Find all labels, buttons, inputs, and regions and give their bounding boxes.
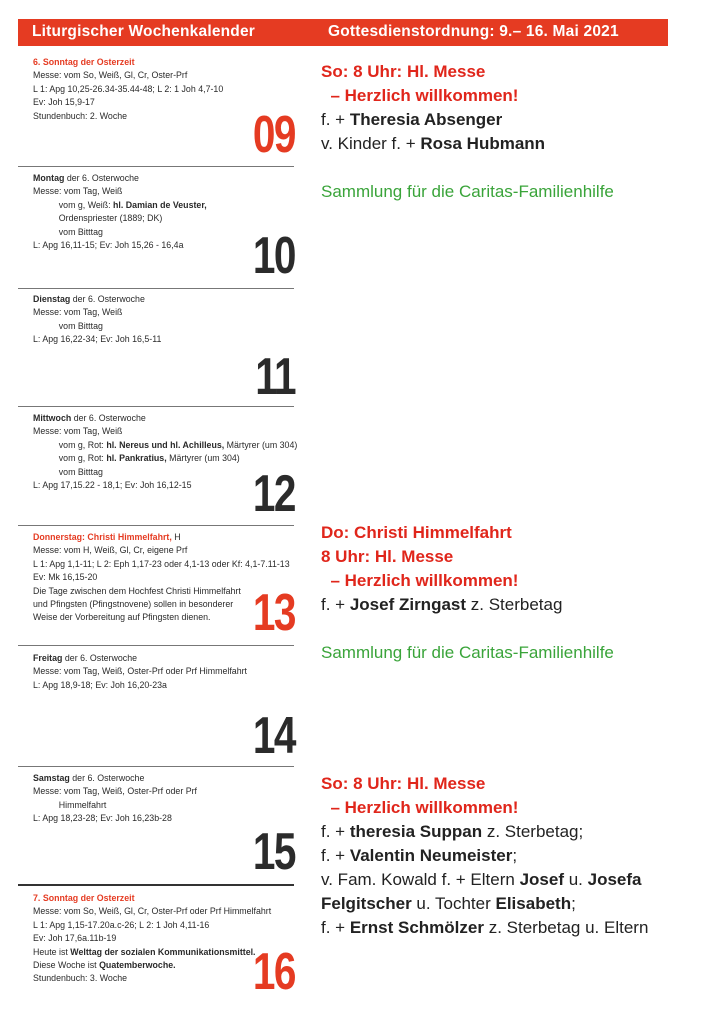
day-line: vom Bitttag: [58, 226, 103, 238]
collection-note: Sammlung für die Caritas-Familienhilfe: [321, 643, 614, 662]
day-line: Messe: vom So, Weiß, Gl, Cr, Oster-Prf oder Prf Himmelfahrt: [33, 906, 272, 918]
day-title: Freitag der 6. Osterwoche: [33, 653, 138, 664]
header-date-range: Gottesdienstordnung: 9.– 16. Mai 2021: [328, 23, 619, 40]
day-line: Messe: vom Tag, Weiß, Oster-Prf oder Prf Himmelfahrt: [33, 666, 248, 678]
day-number: 09: [253, 106, 295, 164]
header-title: Liturgischer Wochenkalender: [32, 23, 256, 40]
day-line: Messe: vom H, Weiß, Gl, Cr, eigene Prf: [33, 545, 188, 557]
collection-note: Sammlung für die Caritas-Familienhilfe: [321, 182, 614, 201]
day-number: 13: [253, 584, 295, 642]
day-line: L 1: Apg 10,25-26.34-35.44-48; L 2: 1 Joh 4,7-10: [33, 83, 224, 95]
day-number: 16: [253, 943, 295, 1001]
day-title: 7. Sonntag der Osterzeit: [33, 893, 135, 904]
day-line: und Pfingsten (Pfingstnovene) sollen in besonderer: [33, 599, 234, 611]
day-line: L 1: Apg 1,1-11; L 2: Eph 1,17-23 oder 4,1-13 oder Kf: 4,1-7.11-13: [33, 558, 290, 570]
divider: [18, 884, 294, 886]
day-line: vom Bitttag: [58, 320, 103, 332]
service-time: 8 Uhr: Hl. Messe: [321, 547, 454, 566]
header-bar: [18, 19, 668, 46]
day-line: Ev: Mk 16,15-20: [33, 572, 98, 584]
divider: [18, 766, 294, 767]
day-title: Montag der 6. Osterwoche: [33, 173, 139, 184]
day-line: L 1: Apg 1,15-17.20a.c-26; L 2: 1 Joh 4,11-16: [33, 919, 210, 931]
day-line: Stundenbuch: 2. Woche: [33, 110, 128, 122]
service-intention: f. + Valentin Neumeister;: [321, 846, 518, 865]
day-block-09: [33, 56, 295, 164]
day-line: Ordenspriester (1889; DK): [58, 213, 163, 225]
day-number: 10: [253, 227, 295, 285]
day-line: L: Apg 16,11-15; Ev: Joh 15,26 - 16,4a: [33, 240, 184, 252]
service-intention: Felgitscher u. Tochter Elisabeth;: [321, 894, 576, 913]
day-block-11: [33, 293, 295, 406]
day-title: 6. Sonntag der Osterzeit: [33, 57, 135, 68]
divider: [18, 645, 294, 646]
day-title: Mittwoch der 6. Osterwoche: [33, 413, 146, 424]
service-sunday-9: [321, 60, 711, 204]
day-line: vom g, Rot: hl. Nereus und hl. Achilleus, Märtyrer (um 304): [58, 439, 298, 451]
day-line: Diese Woche ist Quatemberwoche.: [33, 960, 176, 972]
service-thursday-13: [321, 521, 711, 665]
day-block-13: [33, 531, 295, 642]
divider: [18, 525, 294, 526]
service-welcome: – Herzlich willkommen!: [321, 86, 519, 105]
service-sunday-16: [321, 772, 711, 940]
day-line: Stundenbuch: 3. Woche: [33, 973, 128, 985]
service-heading: So: 8 Uhr: Hl. Messe: [321, 774, 486, 793]
service-intention: f. + Josef Zirngast z. Sterbetag: [321, 595, 563, 614]
day-line: Messe: vom Tag, Weiß: [33, 426, 123, 438]
day-block-12: [33, 412, 298, 523]
service-welcome: – Herzlich willkommen!: [321, 798, 519, 817]
day-block-14: [33, 652, 295, 765]
day-line: L: Apg 18,23-28; Ev: Joh 16,23b-28: [33, 813, 172, 825]
day-title: Dienstag der 6. Osterwoche: [33, 294, 145, 305]
service-heading: Do: Christi Himmelfahrt: [321, 523, 512, 542]
day-block-10: [33, 172, 295, 285]
service-intention: f. + Ernst Schmölzer z. Sterbetag u. Eltern: [321, 918, 649, 937]
day-block-15: [33, 772, 295, 881]
day-number: 15: [253, 823, 295, 881]
day-title: Samstag der 6. Osterwoche: [33, 773, 145, 784]
day-title: Donnerstag: Christi Himmelfahrt, H: [33, 532, 181, 543]
day-line: Ev: Joh 15,9-17: [33, 97, 95, 109]
day-number: 12: [253, 465, 295, 523]
day-line: Ev: Joh 17,6a.11b-19: [33, 933, 117, 945]
day-line: vom g, Weiß: hl. Damian de Veuster,: [58, 199, 207, 211]
day-line: Messe: vom Tag, Weiß: [33, 186, 123, 198]
day-line: L: Apg 18,9-18; Ev: Joh 16,20-23a: [33, 679, 167, 691]
day-line: Messe: vom Tag, Weiß, Oster-Prf oder Prf: [33, 786, 197, 798]
day-line: Messe: vom Tag, Weiß: [33, 307, 123, 319]
divider: [18, 406, 294, 407]
day-line: vom Bitttag: [58, 466, 103, 478]
service-intention: v. Fam. Kowald f. + Eltern Josef u. Josefa: [321, 870, 642, 889]
day-number: 11: [255, 348, 295, 406]
service-welcome: – Herzlich willkommen!: [321, 571, 519, 590]
divider: [18, 288, 294, 289]
day-line: Heute ist Welttag der sozialen Kommunikationsmittel.: [33, 946, 256, 958]
day-line: Messe: vom So, Weiß, Gl, Cr, Oster-Prf: [33, 70, 188, 82]
service-intention: f. + Theresia Absenger: [321, 110, 503, 129]
service-heading: So: 8 Uhr: Hl. Messe: [321, 62, 486, 81]
divider: [18, 166, 294, 167]
day-line: Himmelfahrt: [58, 799, 107, 811]
service-intention: f. + theresia Suppan z. Sterbetag;: [321, 822, 584, 841]
day-line: Weise der Vorbereitung auf Pfingsten dienen.: [33, 612, 211, 624]
day-line: L: Apg 17,15.22 - 18,1; Ev: Joh 16,12-15: [33, 480, 192, 492]
day-number: 14: [253, 707, 295, 765]
day-line: vom g, Rot: hl. Pankratius, Märtyrer (um 304): [58, 453, 240, 465]
service-intention: v. Kinder f. + Rosa Hubmann: [321, 134, 546, 153]
day-line: L: Apg 16,22-34; Ev: Joh 16,5-11: [33, 334, 162, 346]
day-line: Die Tage zwischen dem Hochfest Christi Himmelfahrt: [33, 585, 241, 597]
day-block-16: [33, 892, 295, 1001]
